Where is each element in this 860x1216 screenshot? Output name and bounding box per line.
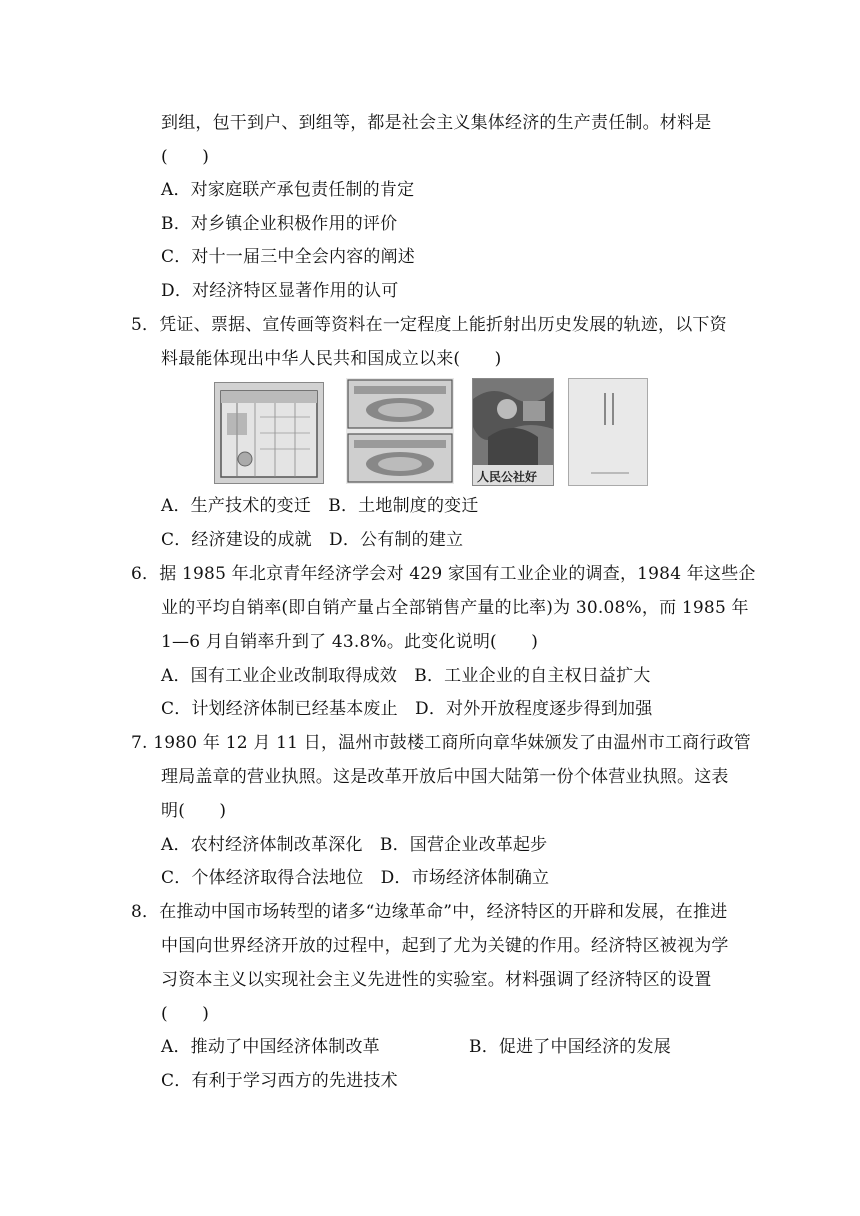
- q7-stem-line-3: 明( ): [161, 801, 227, 821]
- q4-option-a: A．对家庭联产承包责任制的肯定: [161, 180, 415, 200]
- q7-stem-line-2: 理局盖章的营业执照。这是改革开放后中国大陆第一份个体营业执照。这表: [161, 767, 729, 787]
- q5-options-row-1: A．生产技术的变迁 B．土地制度的变迁: [161, 496, 479, 516]
- q8-stem-line-3: 习资本主义以实现社会主义先进性的实验室。材料强调了经济特区的设置: [161, 970, 712, 990]
- q8-stem-line-1: 8．在推动中国市场转型的诸多“边缘革命”中，经济特区的开辟和发展，在推进: [131, 902, 728, 922]
- q4-stem-line: 到组，包干到户、到组等，都是社会主义集体经济的生产责任制。材料是: [161, 113, 712, 133]
- q5-stem-line-2: 料最能体现出中华人民共和国成立以来( ): [161, 349, 502, 369]
- q8-option-b: B．促进了中国经济的发展: [469, 1037, 671, 1057]
- q7-options-row-2: C．个体经济取得合法地位 D．市场经济体制确立: [161, 868, 550, 888]
- poster-caption: 人民公社好: [477, 470, 538, 484]
- document-cover-image: [568, 378, 648, 486]
- q7-options-row-1: A．农村经济体制改革深化 B．国营企业改革起步: [161, 835, 548, 855]
- q6-stem-line-2: 业的平均自销率(即自销产量占全部销售产量的比率)为 30.08%，而 1985 年: [161, 598, 749, 618]
- q8-option-c: C．有利于学习西方的先进技术: [161, 1071, 398, 1091]
- q7-stem-line-1: 7. 1980 年 12 月 11 日，温州市鼓楼工商所向章华妹颁发了由温州市工商行政管: [131, 733, 751, 753]
- q8-option-a: A．推动了中国经济体制改革: [161, 1037, 380, 1057]
- q6-stem-line-1: 6．据 1985 年北京青年经济学会对 429 家国有工业企业的调查，1984 年这些企: [131, 564, 756, 584]
- q5-stem-line-1: 5．凭证、票据、宣传画等资料在一定程度上能折射出历史发展的轨迹，以下资: [131, 315, 727, 335]
- q4-option-b: B．对乡镇企业积极作用的评价: [161, 214, 398, 234]
- q6-options-row-2: C．计划经济体制已经基本废止 D．对外开放程度逐步得到加强: [161, 699, 653, 719]
- q4-option-d: D．对经济特区显著作用的认可: [161, 281, 399, 301]
- commune-poster-image: [472, 378, 554, 486]
- q5-options-row-2: C．经济建设的成就 D．公有制的建立: [161, 530, 464, 550]
- q8-answer-paren: ( ): [161, 1004, 210, 1024]
- q4-answer-paren: ( ): [161, 147, 210, 167]
- q6-options-row-1: A．国有工业企业改制取得成效 B．工业企业的自主权日益扩大: [161, 666, 651, 686]
- q8-stem-line-2: 中国向世界经济开放的过程中，起到了尤为关键的作用。经济特区被视为学: [161, 936, 729, 956]
- q4-option-c: C．对十一届三中全会内容的阐述: [161, 247, 416, 267]
- q6-stem-line-3: 1—6 月自销率升到了 43.8%。此变化说明( ): [161, 632, 539, 652]
- land-deed-image: [214, 382, 324, 484]
- coupon-image: [346, 378, 454, 484]
